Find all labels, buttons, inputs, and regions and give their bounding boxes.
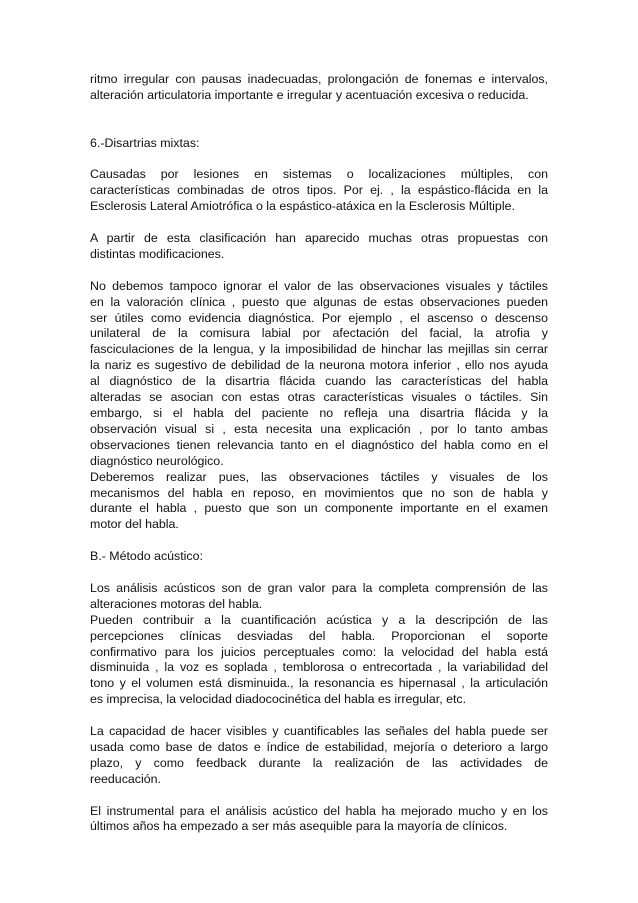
paragraph-quantification xyxy=(90,613,548,708)
text-line: No debemos tampoco ignorar el valor de las observaciones visuales y táctiles xyxy=(90,278,548,293)
text-line: plazo, y como feedback durante la realización de las actividades de xyxy=(90,755,548,770)
text-line: disminuida , la voz es soplada , temblorosa o entrecortada , la variabilidad del xyxy=(90,660,548,675)
text-line: reeducación. xyxy=(90,771,161,786)
paragraph-instrumentation xyxy=(90,804,548,836)
text-line: Deberemos realizar pues, las observaciones táctiles y visuales de los xyxy=(90,469,548,484)
heading-text: B.- Método acústico: xyxy=(90,549,203,564)
text-line: es imprecisa, la velocidad diadococinética del habla es irregular, etc. xyxy=(90,692,467,707)
text-line: La capacidad de hacer visibles y cuantificables las señales del habla puede ser xyxy=(90,724,548,739)
text-line: en la valoración clínica , puesto que algunas de estas observaciones pueden xyxy=(90,294,548,309)
text-line: tono y el volumen está disminuida., la resonancia es hipernasal , la articulación xyxy=(90,676,548,691)
section-heading-acoustic-method xyxy=(90,549,548,565)
paragraph-acoustic-analysis xyxy=(90,581,548,613)
text-line: características combinadas de otros tipos. Por ej. , la espástico-flácida en la xyxy=(90,183,548,198)
text-line: A partir de esta clasificación han aparecido muchas otras propuestas con xyxy=(90,231,548,246)
text-line: usada como base de datos e índice de estabilidad, mejoría o deterioro a largo xyxy=(90,739,548,754)
text-line: observaciones tienen relevancia tanto en el diagnóstico del habla como en el xyxy=(90,437,548,452)
paragraph-mechanisms xyxy=(90,470,548,534)
text-line: alteradas se asocian con estas otras características visuales o táctiles. Sin xyxy=(90,390,548,405)
heading-text: 6.-Disartrias mixtas: xyxy=(90,135,200,150)
text-line: Pueden contribuir a la cuantificación acústica y a la descripción de las xyxy=(90,612,548,627)
text-line: alteración articulatoria importante e irregular y acentuación excesiva o reducida. xyxy=(90,87,529,102)
text-line: El instrumental para el análisis acústico del habla ha mejorado mucho y en los xyxy=(90,803,548,818)
text-line: mecanismos del habla en reposo, en movimientos que no son de habla y xyxy=(90,485,548,500)
text-line: al diagnóstico de la disartria flácida cuando las características del habla xyxy=(90,374,548,389)
text-line: Esclerosis Lateral Amiotrófica o la espástico-atáxica en la Esclerosis Múltiple. xyxy=(90,199,515,214)
text-line: la nariz es sugestivo de debilidad de la neurona motora inferior , ello nos ayuda xyxy=(90,358,548,373)
text-line: unilateral de la comisura labial por afectación del facial, la atrofia y xyxy=(90,326,548,341)
section-heading-mixed-dysarthria xyxy=(90,136,548,152)
paragraph-classification xyxy=(90,231,548,263)
text-line: últimos años ha empezado a ser más asequible para la mayoría de clínicos. xyxy=(90,819,508,834)
text-line: durante el habla , puesto que son un componente importante en el examen xyxy=(90,501,548,516)
paragraph-visibility xyxy=(90,724,548,788)
paragraph-observations xyxy=(90,279,548,470)
text-line: motor del habla. xyxy=(90,517,179,532)
text-line: ser útiles como evidencia diagnóstica. Por ejemplo , el ascenso o descenso xyxy=(90,310,548,325)
text-line: observación visual si , esta necesita una explicación , por lo tanto ambas xyxy=(90,421,548,436)
text-line: embargo, si el habla del paciente no refleja una disartria flácida y la xyxy=(90,405,548,420)
paragraph-continuation xyxy=(90,72,548,104)
text-line: fasciculaciones de la lengua, y la imposibilidad de hinchar las mejillas sin cerrar xyxy=(90,342,548,357)
text-line: Causadas por lesiones en sistemas o localizaciones múltiples, con xyxy=(90,167,548,182)
document-page xyxy=(90,72,548,835)
text-line: confirmativo para los juicios perceptuales como: la velocidad del habla está xyxy=(90,644,548,659)
text-line: percepciones clínicas desviadas del habla. Proporcionan el soporte xyxy=(90,628,548,643)
text-line: alteraciones motoras del habla. xyxy=(90,596,263,611)
text-line: ritmo irregular con pausas inadecuadas, prolongación de fonemas e intervalos, xyxy=(90,72,548,86)
text-line: distintas modificaciones. xyxy=(90,246,225,261)
paragraph-causes xyxy=(90,167,548,215)
text-line: Los análisis acústicos son de gran valor para la completa comprensión de las xyxy=(90,580,548,595)
text-line: diagnóstico neurológico. xyxy=(90,453,224,468)
